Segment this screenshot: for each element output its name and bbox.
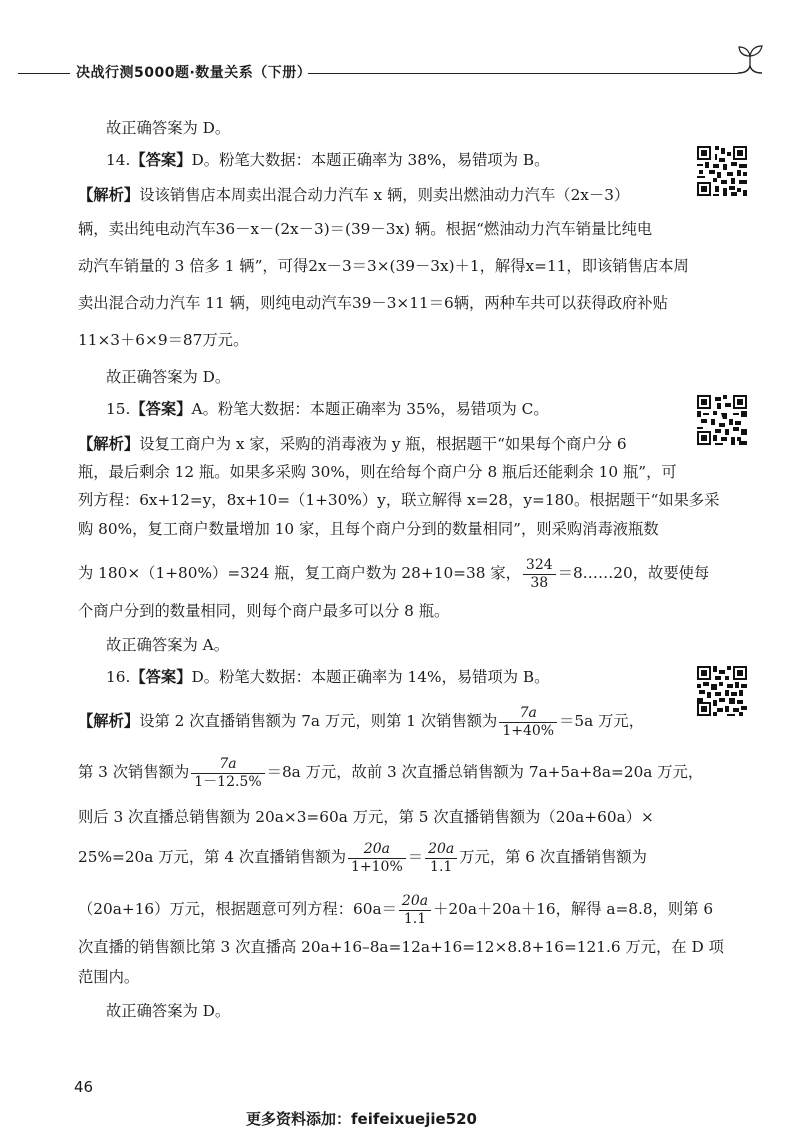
q16-number: 16. [106, 668, 131, 686]
q14-text-1: 设该销售店本周卖出混合动力汽车 x 辆，则卖出燃油动力汽车（2x－3） [139, 186, 630, 204]
header-title: 决战行测5000题·数量关系（下册） [76, 65, 312, 81]
q14-explanation-line-2: 辆，卖出纯电动汽车36－x－(2x－3)＝(39－3x) 辆。根据“燃油动力汽车销量比纯电 [78, 220, 653, 238]
q15-explanation-line-5 [78, 555, 709, 592]
q16-answer-line [106, 666, 549, 688]
q15-number: 15. [106, 400, 131, 418]
fraction-numerator: 20a [399, 893, 431, 911]
page-number: 46 [74, 1078, 94, 1096]
q15-answer-tag: 【答案】 [130, 400, 192, 418]
q15-conclusion: 故正确答案为 A。 [106, 636, 229, 654]
q14-explanation-line-5: 11×3＋6×9＝87万元。 [78, 331, 249, 349]
q16-text-1a: 设第 2 次直播销售额为 7a 万元，则第 1 次销售额为 [139, 712, 498, 730]
q16-answer-tag: 【答案】 [130, 668, 192, 686]
fraction-numerator: 324 [523, 557, 556, 575]
q16-text-2b: ＝8a 万元，故前 3 次直播总销售额为 7a+5a+8a=20a 万元， [266, 763, 704, 781]
equals-sign: ＝ [407, 848, 424, 866]
q16-explanation-line-4 [78, 838, 647, 876]
q14-answer-tag: 【答案】 [130, 151, 192, 169]
q16-explanation-line-5 [78, 890, 713, 928]
fraction-denominator: 1.1 [403, 910, 427, 927]
fraction-324-over-38 [523, 557, 556, 592]
q16-text-1b: ＝5a 万元， [559, 712, 645, 730]
q16-text-4a: 25%=20a 万元，第 4 次直播销售额为 [78, 848, 346, 866]
fraction-numerator: 20a [425, 841, 457, 859]
q16-conclusion: 故正确答案为 D。 [106, 1002, 231, 1020]
fraction-numerator: 7a [499, 705, 557, 723]
q15-explanation-line-4: 购 80%，复工商户数量增加 10 家，且每个商户分到的数量相同”，则采购消毒液瓶数 [78, 520, 659, 538]
fraction-7a-over-1-12-5 [191, 756, 264, 791]
q16-text-4b: 万元，第 6 次直播销售额为 [459, 848, 647, 866]
q16-explanation-line-3: 则后 3 次直播总销售额为 20a×3=60a 万元，第 5 次直播销售额为（20a+60a）× [78, 808, 654, 826]
fraction-denominator: 1+40% [502, 722, 555, 739]
footer-note: 更多资料添加：feifeixuejie520 [246, 1110, 477, 1128]
q14-explanation-tag: 【解析】 [78, 186, 140, 204]
q16-text-5a: （20a+16）万元，根据题意可列方程：60a＝ [78, 900, 397, 918]
q13-conclusion: 故正确答案为 D。 [106, 119, 231, 137]
q14-answer-line [106, 149, 549, 171]
fraction-denominator: 1+10% [351, 858, 403, 875]
q15-text-1: 设复工商户为 x 家，采购的消毒液为 y 瓶，根据题干“如果每个商户分 6 [139, 435, 627, 453]
qr-code-icon [697, 146, 747, 196]
q16-explanation-tag: 【解析】 [78, 712, 140, 730]
fraction-numerator: 20a [348, 841, 406, 859]
fraction-numerator: 7a [191, 756, 264, 774]
q14-explanation-line-4: 卖出混合动力汽车 11 辆，则纯电动汽车39－3×11＝6辆，两种车共可以获得政府补贴 [78, 294, 668, 312]
fraction-20a-over-1-1-eq [399, 893, 431, 928]
fraction-20a-over-1-1 [425, 841, 457, 876]
q16-explanation-line-1 [78, 702, 644, 740]
q16-text-5b: ＋20a＋20a＋16，解得 a=8.8，则第 6 [433, 900, 714, 918]
q15-text-5a: 为 180×（1+80%）=324 瓶，复工商户数为 28+10=38 家， [78, 564, 521, 582]
q15-explanation-tag: 【解析】 [78, 435, 140, 453]
header-rule-right [308, 73, 738, 74]
q15-explanation-line-3: 列方程：6x+12=y，8x+10=（1+30%）y，联立解得 x=28，y=180。根据题干“如果多采 [78, 491, 720, 509]
q16-explanation-line-2 [78, 753, 703, 791]
q14-explanation-line-3: 动汽车销量的 3 倍多 1 辆”，可得2x－3＝3×(39－3x)＋1，解得x=11，即该销售店本周 [78, 257, 689, 275]
running-header [18, 60, 758, 90]
q15-explanation-line-1 [78, 433, 627, 455]
fraction-denominator: 38 [530, 574, 549, 591]
fraction-7a-over-1-40 [499, 705, 557, 740]
q16-explanation-line-7: 范围内。 [78, 968, 140, 986]
q14-explanation-line-1 [78, 184, 629, 206]
q15-text-5b: ＝8……20，故要使每 [557, 564, 710, 582]
fraction-20a-over-1-10 [348, 841, 406, 876]
q16-summary: D。粉笔大数据：本题正确率为 14%，易错项为 B。 [191, 668, 550, 686]
q14-summary: D。粉笔大数据：本题正确率为 38%，易错项为 B。 [191, 151, 550, 169]
q15-explanation-line-6: 个商户分到的数量相同，则每个商户最多可以分 8 瓶。 [78, 602, 450, 620]
fraction-denominator: 1.1 [430, 858, 453, 875]
q16-explanation-line-6: 次直播的销售额比第 3 次直播高 20a+16–8a=12a+16=12×8.8+16=121.6 万元，在 D 项 [78, 938, 724, 956]
fraction-denominator: 1－12.5% [194, 773, 262, 790]
q14-number: 14. [106, 151, 131, 169]
q15-answer-line [106, 398, 549, 420]
header-rule-left [18, 73, 70, 74]
q15-explanation-line-2: 瓶，最后剩余 12 瓶。如果多采购 30%，则在给每个商户分 8 瓶后还能剩余 10 瓶”，可 [78, 463, 677, 481]
qr-code-icon [697, 666, 747, 716]
q16-text-2a: 第 3 次销售额为 [78, 763, 190, 781]
qr-code-icon [697, 395, 747, 445]
q14-conclusion: 故正确答案为 D。 [106, 368, 231, 386]
leaf-sprout-icon [734, 42, 766, 88]
q15-summary: A。粉笔大数据：本题正确率为 35%，易错项为 C。 [191, 400, 549, 418]
